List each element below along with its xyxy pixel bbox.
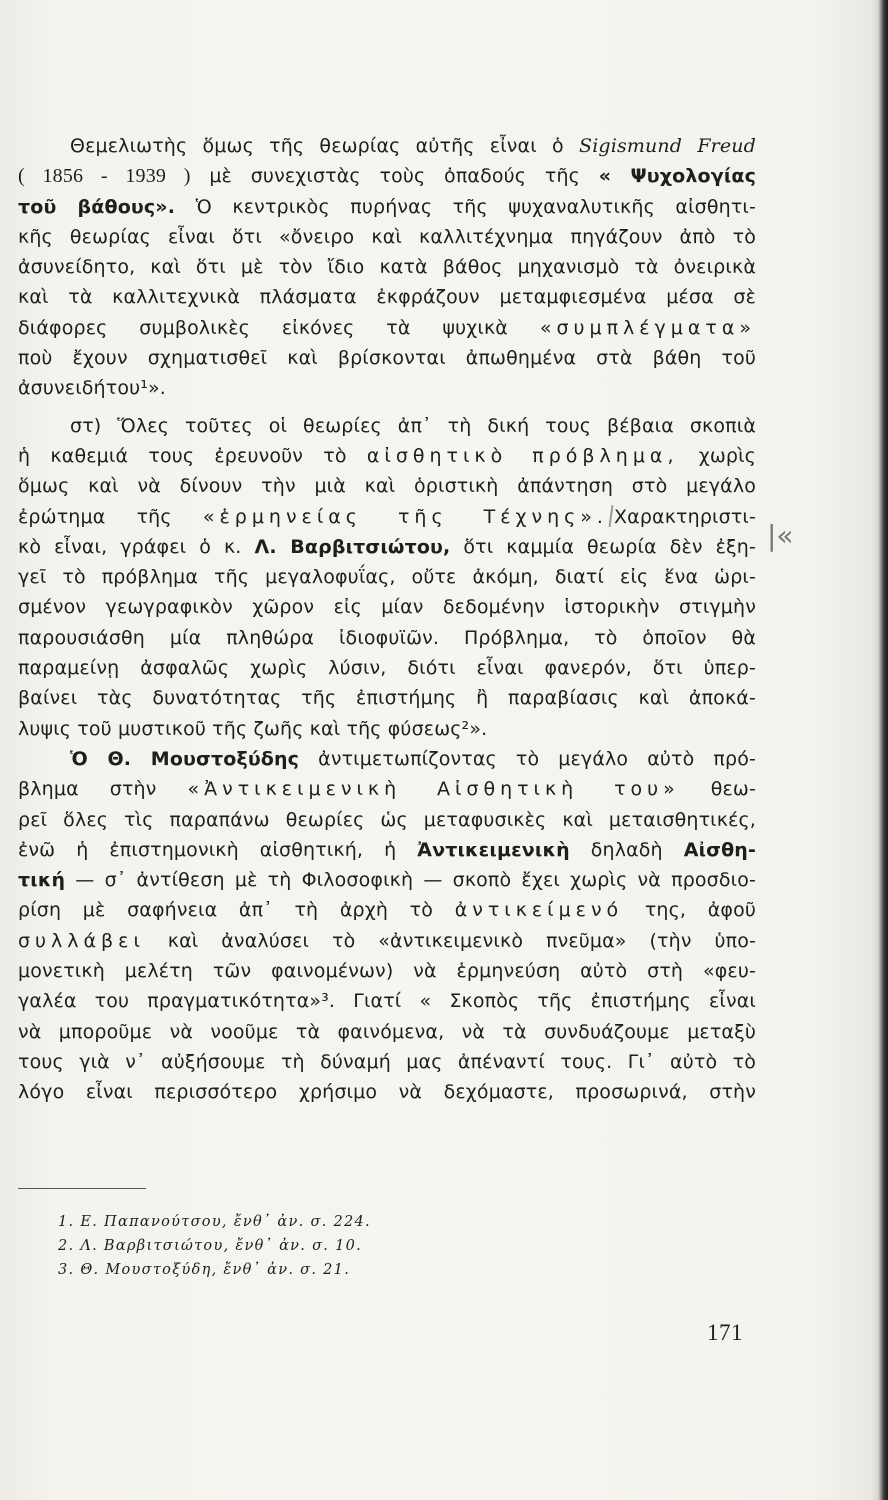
text-line: [18, 1077, 756, 1107]
text-run: καὶ τὰ καλλιτεχνικὰ πλάσματα ἐκφράζουν μεταμφιεσμένα μέσα σὲ: [18, 286, 756, 309]
text-run: ἀσυνειδήτου¹».: [18, 377, 166, 400]
text-run: ποὺ ἔχουν σχηματισθεῖ καὶ βρίσκονται ἀπωθημένα στὰ βάθη τοῦ: [18, 347, 756, 370]
footnote-3: 3. Θ. Μουστοξύδη, ἔνθ᾽ ἀν. σ. 21.: [58, 1262, 351, 1278]
text-run: ἐρώτημα τῆς: [18, 505, 203, 528]
text-run: ἡ καθεμιά τους ἐρευνοῦν τὸ: [18, 444, 367, 467]
emphasized-text: Αἰσθη-: [683, 838, 756, 861]
text-run: Θεμελιωτὴς ὅμως τῆς θεωρίας αὐτῆς εἶναι ὁ: [70, 135, 580, 157]
text-run: γεῖ τὸ πρόβλημα τῆς μεγαλοφυΐας, οὔτε ἀκόμη, διατί εἰς ἕνα ὡρι-: [18, 566, 756, 589]
text-line: [18, 252, 756, 282]
text-line: [18, 926, 756, 956]
letterspaced-text: συλλάβει: [18, 929, 145, 952]
text-line: [18, 411, 756, 441]
text-line: [18, 532, 756, 562]
letterspaced-text: ἀντικείμενό: [454, 899, 624, 922]
letterspaced-text: «ἑρμηνείας τῆς Τέχνης».: [202, 505, 608, 528]
text-run: ρίση μὲ σαφήνεια ἀπ᾽ τὴ ἀρχὴ τὸ: [18, 899, 455, 922]
text-run: ἐνῶ ἡ ἐπιστημονικὴ αἰσθητική, ἡ: [18, 838, 418, 861]
text-line: [18, 774, 756, 804]
text-line: [18, 714, 756, 744]
text-line: [18, 562, 756, 592]
text-line: [18, 441, 756, 471]
text-line: [18, 744, 756, 774]
dates-text: ( 1856 - 1939 ): [18, 165, 191, 188]
text-run: μὲ συνεχιστὰς τοὺς ὀπαδούς τῆς: [190, 165, 599, 188]
text-run: ὅμως καὶ νὰ δίνουν τὴν μιὰ καὶ ὁριστικὴ ἀπάντηση στὸ μεγάλο: [18, 475, 756, 498]
text-line: [18, 222, 756, 252]
text-run: διάφορες συμβολικὲς εἰκόνες τὰ ψυχικὰ: [18, 316, 540, 339]
text-run: βλημα στὴν: [18, 778, 188, 801]
emphasized-text: Ὁ Θ. Μουστοξύδης: [70, 747, 300, 770]
text-run: παραμείνῃ ἀσφαλῶς χωρὶς λύσιν, διότι εἶναι φανερόν, ὅτι ὑπερ-: [18, 657, 756, 680]
text-run: γαλέα του πραγματικότητα»³. Γιατί « Σκοπὸς τῆς ἐπιστήμης εἶναι: [18, 990, 756, 1013]
text-run: χωρὶς: [678, 444, 756, 467]
text-run: ἀντιμετωπίζοντας τὸ μεγάλο αὐτὸ πρό-: [299, 747, 756, 770]
text-line: [18, 373, 756, 403]
text-line: [18, 343, 756, 373]
text-run: κῆς θεωρίας εἶναι ὅτι «ὄνειρο καὶ καλλιτέχνημα πηγάζουν ἀπὸ τὸ: [18, 225, 756, 248]
text-run: ρεῖ ὅλες τὶς παραπάνω θεωρίες ὡς μεταφυσικὲς καὶ μεταισθητικές,: [18, 808, 756, 831]
text-line: [18, 683, 756, 713]
text-run: κὸ εἶναι, γράφει ὁ κ.: [18, 535, 255, 558]
footnotes: [58, 1210, 658, 1282]
text-line: [18, 805, 756, 835]
text-line: [18, 592, 756, 622]
text-run: θεω-: [679, 778, 756, 801]
page-number: 171: [707, 1320, 743, 1345]
text-run: λυψις τοῦ μυστικοῦ τῆς ζωῆς καὶ τῆς φύσεως²».: [18, 717, 488, 740]
emphasized-text: Ἀντικειμενικὴ: [417, 838, 570, 861]
text-run: λόγο εἶναι περισσότερο χρήσιμο νὰ δεχόμαστε, προσωρινά, στὴν: [18, 1081, 756, 1104]
text-line: [18, 282, 756, 312]
letterspaced-text: «Ἀντικειμενικὴ Αἰσθητικὴ του»: [187, 778, 680, 801]
text-run: βαίνει τὰς δυνατότητας τῆς ἐπιστήμης ἢ παραβίασις καὶ ἀποκά-: [18, 687, 756, 710]
text-run: στ) Ὅλες τοῦτες οἱ θεωρίες ἀπ᾽ τὴ δική τους βέβαια σκοπιὰ: [70, 414, 756, 437]
text-line: [18, 502, 756, 532]
letterspaced-text: αἰσθητικὸ πρόβλημα,: [366, 444, 679, 467]
footnote-divider: [18, 1188, 146, 1189]
emphasized-text: Λ. Βαρβιτσιώτου,: [254, 535, 451, 558]
text-line: [18, 313, 756, 343]
page-edge-shadow: [872, 0, 888, 1500]
text-line: [18, 1017, 756, 1047]
text-line: [18, 131, 756, 161]
emphasized-text: τική: [18, 869, 66, 892]
text-run: νὰ μποροῦμε νὰ νοοῦμε τὰ φαινόμενα, νὰ τὰ συνδυάζουμε μεταξὺ: [18, 1020, 756, 1043]
text-run: δηλαδὴ: [569, 838, 684, 861]
text-line: [18, 161, 756, 191]
text-line: [18, 956, 756, 986]
text-run: σμένον γεωγραφικὸν χῶρον εἰς μίαν δεδομένην ἱστορικὴν στιγμὴν: [18, 596, 756, 619]
footnote-2: 2. Λ. Βαρβιτσιώτου, ἔνθ᾽ ἀν. σ. 10.: [58, 1238, 363, 1254]
footnote-1: 1. Ε. Παπανούτσου, ἔνθ᾽ ἀν. σ. 224.: [58, 1214, 371, 1230]
text-line: [18, 895, 756, 925]
text-run: μονετικὴ μελέτη τῶν φαινομένων) νὰ ἑρμηνεύση αὐτὸ στὴ «φευ-: [18, 960, 756, 983]
text-run: ἀσυνείδητο, καὶ ὅτι μὲ τὸν ἴδιο κατὰ βάθος μηχανισμὸ τὰ ὀνειρικὰ: [18, 256, 756, 279]
text-line: [18, 865, 756, 895]
text-line: [18, 653, 756, 683]
latin-name: Sigismund Freud: [579, 135, 756, 157]
text-run: της, ἀφοῦ: [623, 899, 756, 922]
text-run: ὅτι καμμία θεωρία δὲν ἐξη-: [450, 535, 756, 558]
text-run: παρουσιάσθη μία πληθώρα ἰδιοφυϊῶν. Πρόβλημα, τὸ ὁποῖον θὰ: [18, 626, 756, 649]
emphasized-text: « Ψυχολογίας: [598, 165, 756, 188]
emphasized-text: τοῦ βάθους».: [18, 195, 176, 218]
text-line: [18, 471, 756, 501]
text-line: [18, 623, 756, 653]
text-run: Ὁ κεντρικὸς πυρήνας τῆς ψυχαναλυτικῆς αἰσθητι-: [175, 195, 756, 218]
text-line: [18, 192, 756, 222]
handwritten-slash-mark: [608, 505, 613, 527]
text-line: [18, 986, 756, 1016]
body-text: [18, 131, 756, 1108]
text-run: Χαρακτηριστι-: [613, 505, 756, 528]
text-line: [18, 835, 756, 865]
text-run: καὶ ἀναλύσει τὸ «ἀντικειμενικὸ πνεῦμα» (τὴν ὑπο-: [144, 929, 756, 952]
letterspaced-text: «συμπλέγματα»: [539, 316, 756, 339]
handwritten-margin-mark: |«: [767, 519, 794, 552]
text-line: [18, 1047, 756, 1077]
text-run: τους γιὰ ν᾽ αὐξήσουμε τὴ δύναμή μας ἀπέναντί τους. Γι᾽ αὐτὸ τὸ: [18, 1050, 756, 1073]
text-run: — σ᾽ ἀντίθεση μὲ τὴ Φιλοσοφικὴ — σκοπὸ ἔχει χωρὶς νὰ προσδιο-: [65, 869, 756, 892]
